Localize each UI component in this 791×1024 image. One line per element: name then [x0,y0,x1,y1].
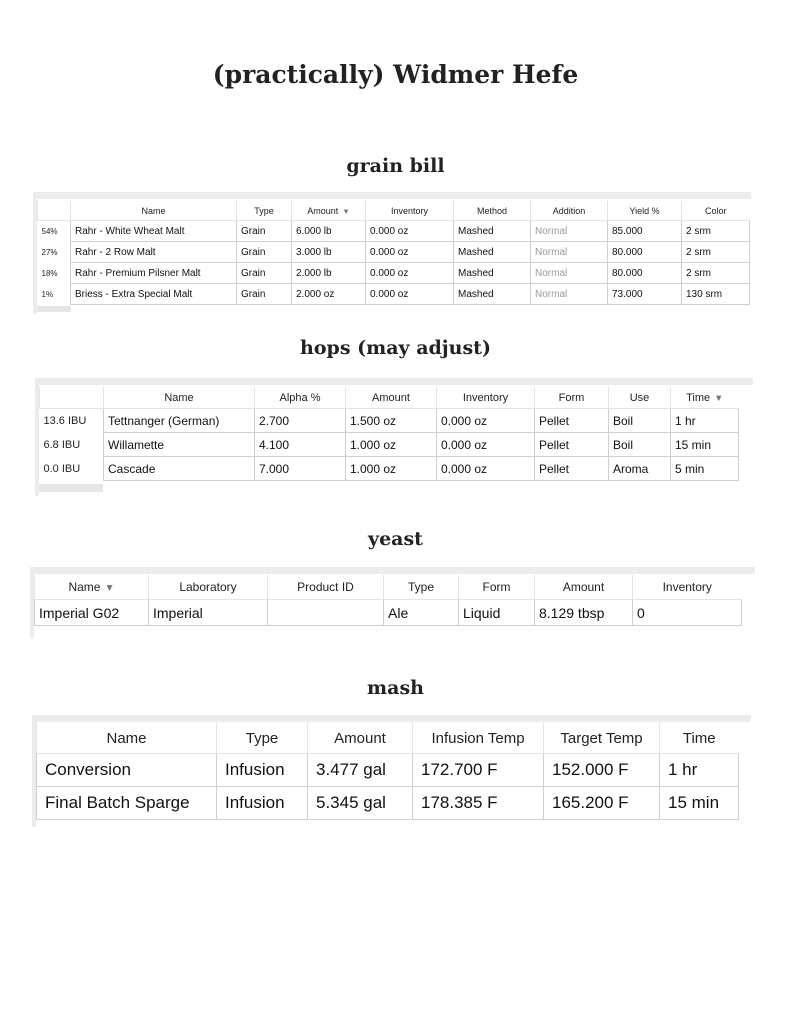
column-header-label: Name [164,391,194,404]
cell-inventory[interactable]: 0.000 oz [366,284,454,305]
grain-bill-title: grain bill [346,155,445,177]
cell-target-temp[interactable]: 152.000 F [544,754,660,787]
page-title: (practically) Widmer Hefe [212,60,579,89]
cell-time[interactable]: 15 min [660,787,739,820]
column-header-inventory[interactable] [437,387,535,409]
cell-amount[interactable]: 3.477 gal [308,754,413,787]
cell-inventory[interactable]: 0.000 oz [366,221,454,242]
column-header-name[interactable] [37,723,217,754]
mash-panel [32,715,751,827]
table-row[interactable] [38,242,750,263]
grain-bill-table [37,201,750,305]
column-header-label: Addition [552,205,586,216]
cell-ibu[interactable]: 13.6 IBU [43,414,87,427]
column-header-label: Name [68,580,101,594]
cell-amount[interactable]: 2.000 oz [292,284,366,305]
column-header-label: Infusion Temp [431,729,525,747]
header-row [37,723,739,754]
yeast-title: yeast [368,528,423,550]
cell-addition[interactable]: Normal [531,263,608,284]
cell-form[interactable]: Liquid [459,600,535,626]
column-header-amount[interactable] [292,201,366,221]
cell-form[interactable]: Pellet [535,433,609,457]
column-header-inventory[interactable] [366,201,454,221]
hops-panel [35,378,753,496]
cell-amount[interactable]: 2.000 lb [292,263,366,284]
column-header-label: Laboratory [179,580,237,594]
column-header-label: Product ID [297,580,354,594]
cell-addition[interactable]: Normal [531,284,608,305]
cell-time[interactable]: 1 hr [671,409,739,433]
column-header-color[interactable] [682,201,750,221]
table-row[interactable] [37,754,739,787]
cell-type[interactable]: Grain [237,284,292,305]
cell-inventory[interactable]: 0 [633,600,742,626]
column-header-alpha-pct[interactable] [255,387,346,409]
mash-table [36,723,739,820]
cell-yield-pct[interactable]: 80.000 [608,242,682,263]
cell-name[interactable]: Cascade [104,457,255,481]
column-header-amount[interactable] [308,723,413,754]
column-header-target-temp[interactable] [544,723,660,754]
column-header-yield-pct[interactable] [608,201,682,221]
column-header-label: Form [558,391,585,404]
cell-name[interactable]: Final Batch Sparge [37,787,217,820]
column-header-type[interactable] [237,201,292,221]
cell-use[interactable]: Boil [609,409,671,433]
header-row [35,575,742,600]
cell-infusion-temp[interactable]: 172.700 F [413,754,544,787]
cell-inventory[interactable]: 0.000 oz [437,457,535,481]
cell-name[interactable]: Rahr - Premium Pilsner Malt [71,263,237,284]
table-row[interactable] [37,787,739,820]
column-header-label: Target Temp [560,729,643,747]
column-header-label: Color [704,205,727,216]
cell-type[interactable]: Grain [237,263,292,284]
cell-type[interactable]: Infusion [217,754,308,787]
column-header-label: Inventory [390,205,429,216]
cell-yield-pct[interactable]: 73.000 [608,284,682,305]
table-row[interactable] [35,600,742,626]
cell-name[interactable]: Willamette [104,433,255,457]
mash-title: mash [367,677,424,699]
column-header-label: Amount [307,205,339,216]
column-header-time[interactable] [660,723,739,754]
hops-scrollbar[interactable] [37,484,103,492]
yeast-table [34,575,742,626]
column-header-addition[interactable] [531,201,608,221]
cell-percent[interactable]: 18% [41,268,58,278]
column-header-name[interactable] [35,575,149,600]
column-header-type[interactable] [217,723,308,754]
grain-bill-panel [33,192,751,314]
cell-amount[interactable]: 1.000 oz [346,433,437,457]
column-header-label: Use [629,391,650,404]
column-header-label: Form [482,580,511,594]
column-header-inventory[interactable] [633,575,742,600]
column-header-label: Alpha % [279,391,321,404]
cell-ibu[interactable]: 6.8 IBU [43,438,81,451]
cell-type[interactable]: Grain [237,242,292,263]
column-header-marker[interactable] [38,201,71,221]
column-header-label: Type [254,205,274,216]
cell-time[interactable]: 15 min [671,433,739,457]
cell-inventory[interactable]: 0.000 oz [366,263,454,284]
column-header-use[interactable] [609,387,671,409]
column-header-label: Amount [372,391,410,404]
cell-amount[interactable]: 8.129 tbsp [535,600,633,626]
cell-product-id[interactable] [268,600,384,626]
cell-infusion-temp[interactable]: 178.385 F [413,787,544,820]
table-row[interactable] [38,221,750,242]
cell-type[interactable]: Ale [384,600,459,626]
cell-form[interactable]: Pellet [535,457,609,481]
cell-time[interactable]: 1 hr [660,754,739,787]
column-header-label: Time [686,391,711,404]
cell-yield-pct[interactable]: 85.000 [608,221,682,242]
column-header-label: Name [141,205,166,216]
cell-name[interactable]: Rahr - White Wheat Malt [71,221,237,242]
column-header-label: Type [407,580,434,594]
cell-alpha-pct[interactable]: 4.100 [255,433,346,457]
table-row[interactable] [38,263,750,284]
cell-color[interactable]: 2 srm [682,221,750,242]
sort-descending-icon[interactable]: ▼ [342,206,350,216]
cell-alpha-pct[interactable]: 7.000 [255,457,346,481]
column-header-label: Inventory [462,391,509,404]
column-header-form[interactable] [459,575,535,600]
header-row [38,201,750,221]
cell-amount[interactable]: 6.000 lb [292,221,366,242]
column-header-label: Inventory [662,580,712,594]
column-header-infusion-temp[interactable] [413,723,544,754]
cell-inventory[interactable]: 0.000 oz [437,409,535,433]
cell-method[interactable]: Mashed [454,263,531,284]
cell-amount[interactable]: 3.000 lb [292,242,366,263]
cell-time[interactable]: 5 min [671,457,739,481]
cell-method[interactable]: Mashed [454,242,531,263]
cell-name[interactable]: Imperial G02 [35,600,149,626]
column-header-label: Name [106,729,147,747]
cell-name[interactable]: Rahr - 2 Row Malt [71,242,237,263]
cell-addition[interactable]: Normal [531,221,608,242]
table-row[interactable] [38,284,750,305]
cell-type[interactable]: Infusion [217,787,308,820]
cell-use[interactable]: Aroma [609,457,671,481]
cell-name[interactable]: Briess - Extra Special Malt [71,284,237,305]
column-header-amount[interactable] [346,387,437,409]
column-header-product-id[interactable] [268,575,384,600]
column-header-label: Amount [334,729,386,747]
cell-color[interactable]: 2 srm [682,263,750,284]
column-header-laboratory[interactable] [149,575,268,600]
cell-name[interactable]: Conversion [37,754,217,787]
table-row[interactable] [40,409,739,433]
column-header-label: Time [682,729,716,747]
column-header-amount[interactable] [535,575,633,600]
cell-inventory[interactable]: 0.000 oz [366,242,454,263]
hops-table [39,387,739,481]
column-header-label: Type [245,729,279,747]
column-header-time[interactable] [671,387,739,409]
cell-method[interactable]: Mashed [454,221,531,242]
sort-descending-icon[interactable]: ▼ [104,583,115,594]
grain-scrollbar[interactable] [35,306,71,312]
cell-ibu[interactable]: 0.0 IBU [43,462,81,475]
column-header-form[interactable] [535,387,609,409]
cell-amount[interactable]: 1.000 oz [346,457,437,481]
cell-amount[interactable]: 1.500 oz [346,409,437,433]
table-row[interactable] [40,433,739,457]
column-header-label: Yield % [629,205,660,216]
cell-laboratory[interactable]: Imperial [149,600,268,626]
cell-amount[interactable]: 5.345 gal [308,787,413,820]
cell-method[interactable]: Mashed [454,284,531,305]
column-header-label: Amount [562,580,605,594]
cell-target-temp[interactable]: 165.200 F [544,787,660,820]
cell-use[interactable]: Boil [609,433,671,457]
cell-percent[interactable]: 1% [41,289,54,299]
cell-type[interactable]: Grain [237,221,292,242]
yeast-panel [30,567,755,639]
cell-percent[interactable]: 54% [41,226,58,236]
cell-addition[interactable]: Normal [531,242,608,263]
hops-title: hops (may adjust) [300,337,491,359]
cell-color[interactable]: 2 srm [682,242,750,263]
column-header-type[interactable] [384,575,459,600]
column-header-method[interactable] [454,201,531,221]
cell-form[interactable]: Pellet [535,409,609,433]
column-header-marker[interactable] [40,387,104,409]
cell-name[interactable]: Tettnanger (German) [104,409,255,433]
table-row[interactable] [40,457,739,481]
header-row [40,387,739,409]
cell-color[interactable]: 130 srm [682,284,750,305]
cell-yield-pct[interactable]: 80.000 [608,263,682,284]
cell-percent[interactable]: 27% [41,247,58,257]
sort-descending-icon[interactable]: ▼ [714,392,724,403]
cell-inventory[interactable]: 0.000 oz [437,433,535,457]
cell-alpha-pct[interactable]: 2.700 [255,409,346,433]
column-header-label: Method [476,205,508,216]
column-header-name[interactable] [104,387,255,409]
column-header-name[interactable] [71,201,237,221]
